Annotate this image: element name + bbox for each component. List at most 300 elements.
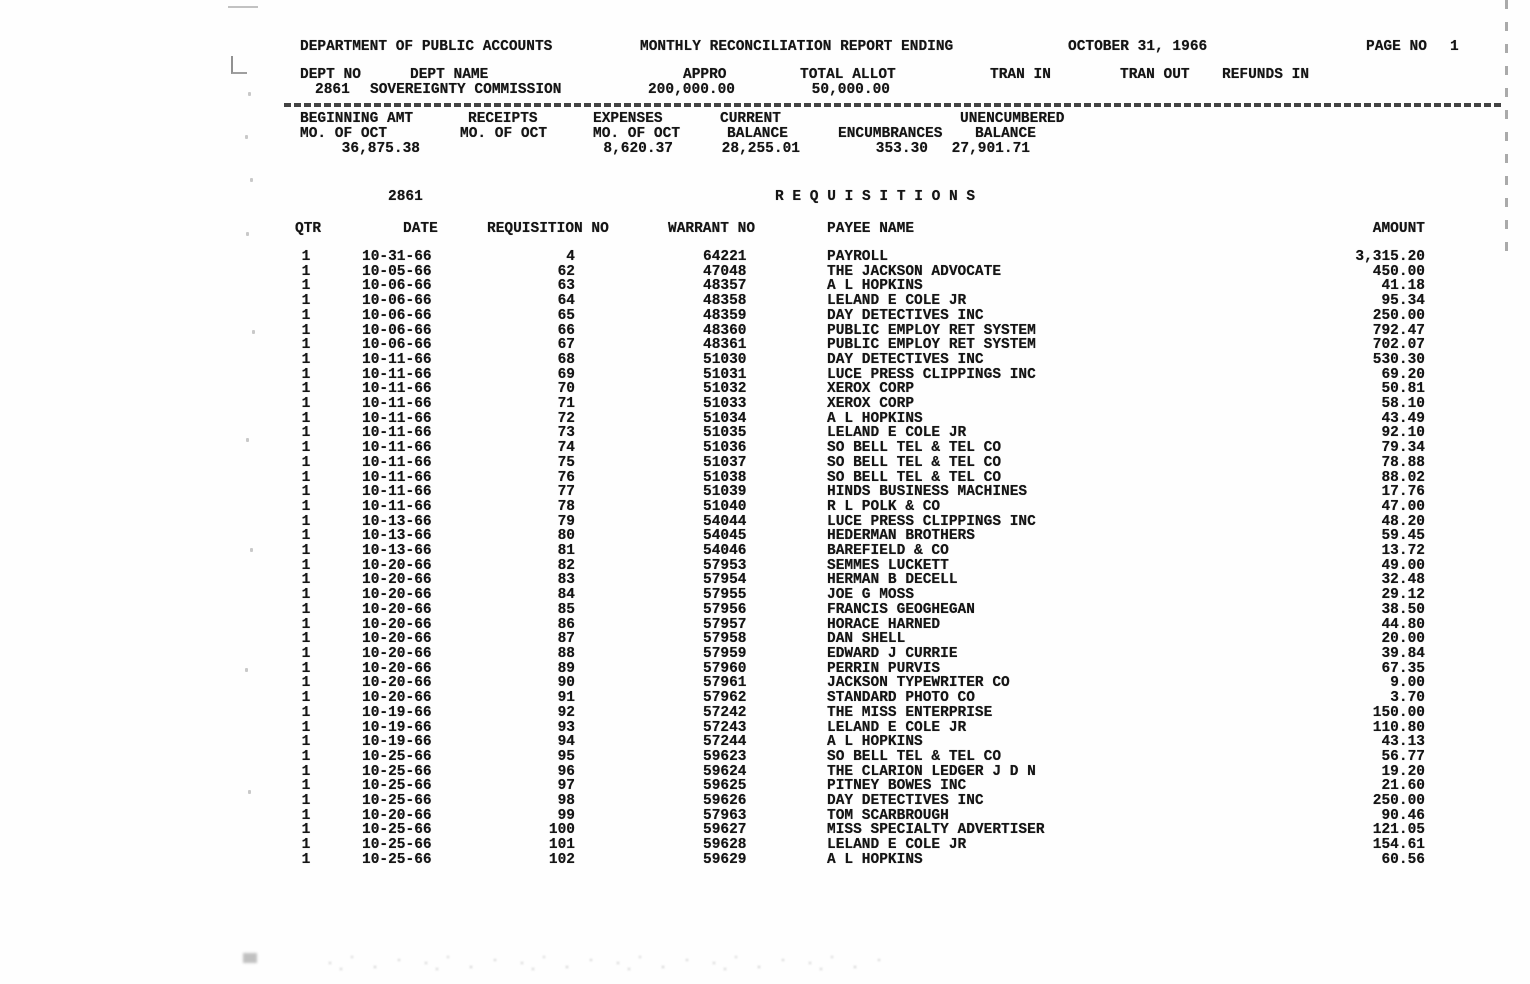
cell-date: 10-19-66 (362, 719, 432, 736)
cell-req_no: 71 (557, 396, 575, 413)
cell-qtr: 1 (301, 704, 311, 721)
cell-req_no: 82 (557, 557, 575, 574)
cell-payee: A L HOPKINS (827, 734, 923, 751)
cell-amount: 78.88 (1381, 454, 1425, 471)
cell-req_no: 62 (557, 263, 575, 280)
cell-warrant_no: 51031 (703, 366, 747, 383)
cell-warrant_no: 64221 (703, 249, 747, 265)
cell-qtr: 1 (301, 469, 311, 486)
cell-req_no: 85 (557, 601, 575, 618)
table-row (0, 426, 1530, 441)
table-row (0, 338, 1530, 353)
cell-payee: SO BELL TEL & TEL CO (827, 469, 1002, 486)
cell-qtr: 1 (301, 425, 311, 442)
cell-req_no: 97 (557, 778, 575, 795)
cell-amount: 48.20 (1381, 513, 1425, 530)
col-payee-name: PAYEE NAME (827, 221, 915, 237)
cell-amount: 38.50 (1381, 601, 1425, 618)
table-row (0, 706, 1530, 721)
cell-req_no: 99 (557, 807, 575, 824)
cell-warrant_no: 51036 (703, 440, 747, 457)
table-row (0, 779, 1530, 794)
cell-qtr: 1 (301, 528, 311, 545)
cell-date: 10-11-66 (362, 410, 432, 427)
cell-req_no: 74 (557, 440, 575, 457)
cell-date: 10-06-66 (362, 278, 432, 295)
cell-payee: FRANCIS GEOGHEGAN (827, 601, 975, 618)
cell-amount: 19.20 (1381, 763, 1425, 780)
cell-amount: 58.10 (1381, 396, 1425, 413)
table-row (0, 794, 1530, 809)
cell-payee: R L POLK & CO (827, 498, 941, 515)
cell-warrant_no: 57957 (703, 616, 747, 633)
dept-no-value: 2861 (315, 82, 350, 98)
cell-amount: 3.70 (1390, 690, 1425, 707)
current-balance-label: BALANCE (727, 126, 788, 142)
col-tran-in: TRAN IN (990, 67, 1051, 83)
cell-req_no: 76 (557, 469, 575, 486)
table-row (0, 721, 1530, 736)
cell-warrant_no: 57953 (703, 557, 747, 574)
table-row (0, 397, 1530, 412)
cell-payee: A L HOPKINS (827, 410, 923, 427)
cell-amount: 95.34 (1381, 293, 1425, 310)
cell-warrant_no: 48359 (703, 307, 747, 324)
cell-payee: MISS SPECIALTY ADVERTISER (827, 822, 1045, 839)
cell-payee: DAY DETECTIVES INC (827, 793, 984, 810)
cell-date: 10-06-66 (362, 337, 432, 354)
beginning-amt-label: BEGINNING AMT (300, 111, 414, 127)
col-dept-no: DEPT NO (300, 67, 361, 83)
cell-req_no: 86 (557, 616, 575, 633)
cell-warrant_no: 51034 (703, 410, 747, 427)
cell-amount: 3,315.20 (1355, 249, 1425, 265)
cell-req_no: 94 (557, 734, 575, 751)
table-row (0, 588, 1530, 603)
cell-date: 10-06-66 (362, 293, 432, 310)
cell-payee: LELAND E COLE JR (827, 837, 967, 854)
cell-qtr: 1 (301, 249, 311, 265)
table-row (0, 412, 1530, 427)
cell-req_no: 102 (548, 851, 575, 868)
cell-amount: 88.02 (1381, 469, 1425, 486)
cell-req_no: 89 (557, 660, 575, 677)
cell-warrant_no: 57960 (703, 660, 747, 677)
receipts-label: RECEIPTS (468, 111, 538, 127)
cell-req_no: 4 (566, 249, 575, 265)
cell-qtr: 1 (301, 601, 311, 618)
cell-req_no: 73 (557, 425, 575, 442)
scan-artifact (248, 92, 251, 96)
cell-amount: 32.48 (1381, 572, 1425, 589)
cell-amount: 43.49 (1381, 410, 1425, 427)
cell-date: 10-11-66 (362, 484, 432, 501)
cell-date: 10-20-66 (362, 601, 432, 618)
cell-warrant_no: 57963 (703, 807, 747, 824)
current-balance-value: 28,255.01 (721, 141, 800, 157)
cell-payee: PITNEY BOWES INC (827, 778, 967, 795)
cell-payee: SEMMES LUCKETT (827, 557, 949, 574)
table-row (0, 809, 1530, 824)
table-row (0, 544, 1530, 559)
cell-date: 10-11-66 (362, 469, 432, 486)
table-row (0, 441, 1530, 456)
cell-warrant_no: 47048 (703, 263, 747, 280)
cell-payee: LELAND E COLE JR (827, 293, 967, 310)
cell-amount: 13.72 (1381, 543, 1425, 560)
cell-req_no: 95 (557, 748, 575, 765)
cell-date: 10-31-66 (362, 249, 432, 265)
cell-warrant_no: 57961 (703, 675, 747, 692)
cell-payee: LELAND E COLE JR (827, 719, 967, 736)
col-date: DATE (403, 221, 438, 237)
report-date: OCTOBER 31, 1966 (1068, 39, 1208, 55)
cell-date: 10-13-66 (362, 543, 432, 560)
cell-warrant_no: 54046 (703, 543, 747, 560)
cell-qtr: 1 (301, 543, 311, 560)
table-row (0, 529, 1530, 544)
cell-date: 10-11-66 (362, 366, 432, 383)
cell-qtr: 1 (301, 366, 311, 383)
table-row (0, 662, 1530, 677)
cell-warrant_no: 59627 (703, 822, 747, 839)
cell-amount: 121.05 (1372, 822, 1425, 839)
section-title: R E Q U I S I T I O N S (775, 189, 976, 205)
cell-date: 10-11-66 (362, 396, 432, 413)
cell-req_no: 75 (557, 454, 575, 471)
cell-warrant_no: 59626 (703, 793, 747, 810)
cell-warrant_no: 51040 (703, 498, 747, 515)
cell-payee: HEDERMAN BROTHERS (827, 528, 975, 545)
cell-date: 10-11-66 (362, 498, 432, 515)
cell-req_no: 65 (557, 307, 575, 324)
table-row (0, 823, 1530, 838)
cell-warrant_no: 48361 (703, 337, 747, 354)
table-row (0, 353, 1530, 368)
cell-warrant_no: 51032 (703, 381, 747, 398)
cell-warrant_no: 51037 (703, 454, 747, 471)
cell-amount: 17.76 (1381, 484, 1425, 501)
cell-date: 10-19-66 (362, 734, 432, 751)
cell-payee: EDWARD J CURRIE (827, 645, 958, 662)
cell-warrant_no: 51038 (703, 469, 747, 486)
table-row (0, 294, 1530, 309)
cell-date: 10-11-66 (362, 440, 432, 457)
expenses-month-label: MO. OF OCT (593, 126, 681, 142)
cell-warrant_no: 59629 (703, 851, 747, 868)
cell-date: 10-13-66 (362, 528, 432, 545)
table-row (0, 324, 1530, 339)
cell-warrant_no: 51033 (703, 396, 747, 413)
cell-req_no: 84 (557, 587, 575, 604)
cell-amount: 56.77 (1381, 748, 1425, 765)
cell-qtr: 1 (301, 837, 311, 854)
cell-req_no: 81 (557, 543, 575, 560)
cell-req_no: 78 (557, 498, 575, 515)
cell-date: 10-25-66 (362, 793, 432, 810)
cell-date: 10-20-66 (362, 675, 432, 692)
cell-amount: 44.80 (1381, 616, 1425, 633)
cell-amount: 20.00 (1381, 631, 1425, 648)
cell-req_no: 88 (557, 645, 575, 662)
cell-qtr: 1 (301, 307, 311, 324)
cell-date: 10-06-66 (362, 322, 432, 339)
encumbrances-label: ENCUMBRANCES (838, 126, 943, 142)
cell-payee: HINDS BUSINESS MACHINES (827, 484, 1028, 501)
col-refunds-in: REFUNDS IN (1222, 67, 1310, 83)
cell-amount: 79.34 (1381, 440, 1425, 457)
cell-date: 10-25-66 (362, 748, 432, 765)
table-row (0, 676, 1530, 691)
cell-req_no: 77 (557, 484, 575, 501)
col-total-allot: TOTAL ALLOT (800, 67, 896, 83)
cell-req_no: 69 (557, 366, 575, 383)
encumbrances-value: 353.30 (875, 141, 928, 157)
cell-payee: XEROX CORP (827, 396, 915, 413)
cell-qtr: 1 (301, 572, 311, 589)
cell-warrant_no: 59628 (703, 837, 747, 854)
cell-req_no: 67 (557, 337, 575, 354)
cell-payee: LUCE PRESS CLIPPINGS INC (827, 366, 1036, 383)
cell-amount: 150.00 (1372, 704, 1425, 721)
cell-payee: DAY DETECTIVES INC (827, 351, 984, 368)
cell-qtr: 1 (301, 557, 311, 574)
cell-warrant_no: 51030 (703, 351, 747, 368)
cell-amount: 41.18 (1381, 278, 1425, 295)
department-title: DEPARTMENT OF PUBLIC ACCOUNTS (300, 39, 553, 55)
cell-date: 10-11-66 (362, 351, 432, 368)
cell-payee: LELAND E COLE JR (827, 425, 967, 442)
cell-req_no: 93 (557, 719, 575, 736)
cell-payee: A L HOPKINS (827, 278, 923, 295)
cell-qtr: 1 (301, 807, 311, 824)
cell-warrant_no: 59625 (703, 778, 747, 795)
separator-line (284, 103, 1502, 107)
page-label: PAGE NO (1366, 39, 1427, 55)
cell-req_no: 72 (557, 410, 575, 427)
table-row (0, 250, 1530, 265)
cell-qtr: 1 (301, 513, 311, 530)
cell-date: 10-20-66 (362, 557, 432, 574)
col-dept-name: DEPT NAME (410, 67, 489, 83)
cell-amount: 69.20 (1381, 366, 1425, 383)
cell-warrant_no: 48358 (703, 293, 747, 310)
requisitions-table (0, 250, 1530, 868)
cell-date: 10-11-66 (362, 454, 432, 471)
table-row (0, 647, 1530, 662)
beginning-month-label: MO. OF OCT (300, 126, 388, 142)
cell-qtr: 1 (301, 660, 311, 677)
cell-date: 10-20-66 (362, 631, 432, 648)
table-row (0, 309, 1530, 324)
cell-qtr: 1 (301, 778, 311, 795)
cell-payee: THE CLARION LEDGER J D N (827, 763, 1036, 780)
cell-amount: 702.07 (1372, 337, 1425, 354)
cell-date: 10-20-66 (362, 690, 432, 707)
cell-date: 10-11-66 (362, 381, 432, 398)
page-number: 1 (1450, 39, 1459, 55)
scan-artifact (231, 56, 247, 74)
cell-warrant_no: 48357 (703, 278, 747, 295)
table-row (0, 456, 1530, 471)
cell-warrant_no: 57244 (703, 734, 747, 751)
total-allot-value: 50,000.00 (811, 82, 890, 98)
cell-date: 10-06-66 (362, 307, 432, 324)
table-row (0, 603, 1530, 618)
cell-amount: 29.12 (1381, 587, 1425, 604)
cell-req_no: 70 (557, 381, 575, 398)
cell-date: 10-20-66 (362, 807, 432, 824)
col-requisition-no: REQUISITION NO (487, 221, 609, 237)
cell-amount: 250.00 (1372, 793, 1425, 810)
unencumbered-label: UNENCUMBERED (960, 111, 1065, 127)
current-label: CURRENT (720, 111, 781, 127)
cell-qtr: 1 (301, 396, 311, 413)
cell-qtr: 1 (301, 263, 311, 280)
cell-amount: 450.00 (1372, 263, 1425, 280)
cell-amount: 530.30 (1372, 351, 1425, 368)
cell-qtr: 1 (301, 822, 311, 839)
col-appro: APPRO (683, 67, 727, 83)
cell-payee: SO BELL TEL & TEL CO (827, 454, 1002, 471)
cell-warrant_no: 57958 (703, 631, 747, 648)
expenses-label: EXPENSES (593, 111, 663, 127)
cell-amount: 21.60 (1381, 778, 1425, 795)
scan-artifact (245, 135, 248, 139)
table-row (0, 559, 1530, 574)
scan-artifact (1505, 0, 1508, 258)
table-row (0, 838, 1530, 853)
cell-warrant_no: 51039 (703, 484, 747, 501)
cell-qtr: 1 (301, 278, 311, 295)
cell-amount: 792.47 (1372, 322, 1425, 339)
cell-req_no: 101 (548, 837, 575, 854)
cell-req_no: 100 (548, 822, 575, 839)
cell-req_no: 64 (557, 293, 575, 310)
cell-warrant_no: 54044 (703, 513, 747, 530)
cell-qtr: 1 (301, 675, 311, 692)
cell-warrant_no: 57242 (703, 704, 747, 721)
cell-warrant_no: 57955 (703, 587, 747, 604)
cell-amount: 43.13 (1381, 734, 1425, 751)
cell-date: 10-20-66 (362, 645, 432, 662)
cell-amount: 92.10 (1381, 425, 1425, 442)
cell-qtr: 1 (301, 763, 311, 780)
cell-payee: DAN SHELL (827, 631, 906, 648)
table-row (0, 573, 1530, 588)
cell-qtr: 1 (301, 793, 311, 810)
cell-payee: XEROX CORP (827, 381, 915, 398)
cell-amount: 60.56 (1381, 851, 1425, 868)
cell-amount: 250.00 (1372, 307, 1425, 324)
cell-payee: JOE G MOSS (827, 587, 915, 604)
table-row (0, 515, 1530, 530)
cell-qtr: 1 (301, 587, 311, 604)
expenses-value: 8,620.37 (603, 141, 673, 157)
cell-warrant_no: 57954 (703, 572, 747, 589)
cell-payee: PAYROLL (827, 249, 888, 265)
cell-warrant_no: 57243 (703, 719, 747, 736)
cell-payee: JACKSON TYPEWRITER CO (827, 675, 1010, 692)
table-row (0, 471, 1530, 486)
cell-amount: 49.00 (1381, 557, 1425, 574)
cell-date: 10-11-66 (362, 425, 432, 442)
section-dept-no: 2861 (388, 189, 423, 205)
table-row (0, 618, 1530, 633)
col-tran-out: TRAN OUT (1120, 67, 1190, 83)
cell-qtr: 1 (301, 734, 311, 751)
cell-date: 10-13-66 (362, 513, 432, 530)
cell-warrant_no: 48360 (703, 322, 747, 339)
table-row (0, 750, 1530, 765)
table-row (0, 632, 1530, 647)
cell-payee: THE JACKSON ADVOCATE (827, 263, 1002, 280)
cell-date: 10-25-66 (362, 778, 432, 795)
unencumbered-balance-value: 27,901.71 (951, 141, 1030, 157)
col-amount: AMOUNT (1372, 221, 1425, 237)
cell-req_no: 68 (557, 351, 575, 368)
cell-amount: 67.35 (1381, 660, 1425, 677)
cell-warrant_no: 57959 (703, 645, 747, 662)
cell-qtr: 1 (301, 381, 311, 398)
cell-qtr: 1 (301, 410, 311, 427)
cell-req_no: 90 (557, 675, 575, 692)
cell-payee: PERRIN PURVIS (827, 660, 941, 677)
cell-req_no: 83 (557, 572, 575, 589)
cell-req_no: 91 (557, 690, 575, 707)
table-row (0, 382, 1530, 397)
cell-qtr: 1 (301, 645, 311, 662)
cell-req_no: 92 (557, 704, 575, 721)
cell-qtr: 1 (301, 454, 311, 471)
cell-qtr: 1 (301, 719, 311, 736)
report-title: MONTHLY RECONCILIATION REPORT ENDING (640, 39, 954, 55)
cell-date: 10-25-66 (362, 837, 432, 854)
table-row (0, 765, 1530, 780)
table-row (0, 853, 1530, 868)
cell-req_no: 87 (557, 631, 575, 648)
cell-date: 10-20-66 (362, 572, 432, 589)
cell-date: 10-05-66 (362, 263, 432, 280)
cell-qtr: 1 (301, 631, 311, 648)
table-row (0, 500, 1530, 515)
scan-smudge (243, 953, 257, 963)
cell-req_no: 98 (557, 793, 575, 810)
cell-qtr: 1 (301, 337, 311, 354)
receipts-month-label: MO. OF OCT (460, 126, 548, 142)
cell-amount: 90.46 (1381, 807, 1425, 824)
cell-warrant_no: 57956 (703, 601, 747, 618)
scan-smudge (318, 951, 883, 975)
cell-qtr: 1 (301, 484, 311, 501)
cell-amount: 47.00 (1381, 498, 1425, 515)
cell-req_no: 63 (557, 278, 575, 295)
dept-name-value: SOVEREIGNTY COMMISSION (370, 82, 562, 98)
cell-qtr: 1 (301, 498, 311, 515)
cell-warrant_no: 57962 (703, 690, 747, 707)
cell-payee: DAY DETECTIVES INC (827, 307, 984, 324)
cell-amount: 9.00 (1390, 675, 1425, 692)
cell-date: 10-20-66 (362, 660, 432, 677)
cell-qtr: 1 (301, 616, 311, 633)
cell-amount: 39.84 (1381, 645, 1425, 662)
cell-payee: STANDARD PHOTO CO (827, 690, 975, 707)
cell-amount: 110.80 (1372, 719, 1425, 736)
cell-qtr: 1 (301, 690, 311, 707)
scan-artifact (246, 232, 249, 236)
cell-date: 10-25-66 (362, 763, 432, 780)
cell-payee: BAREFIELD & CO (827, 543, 949, 560)
